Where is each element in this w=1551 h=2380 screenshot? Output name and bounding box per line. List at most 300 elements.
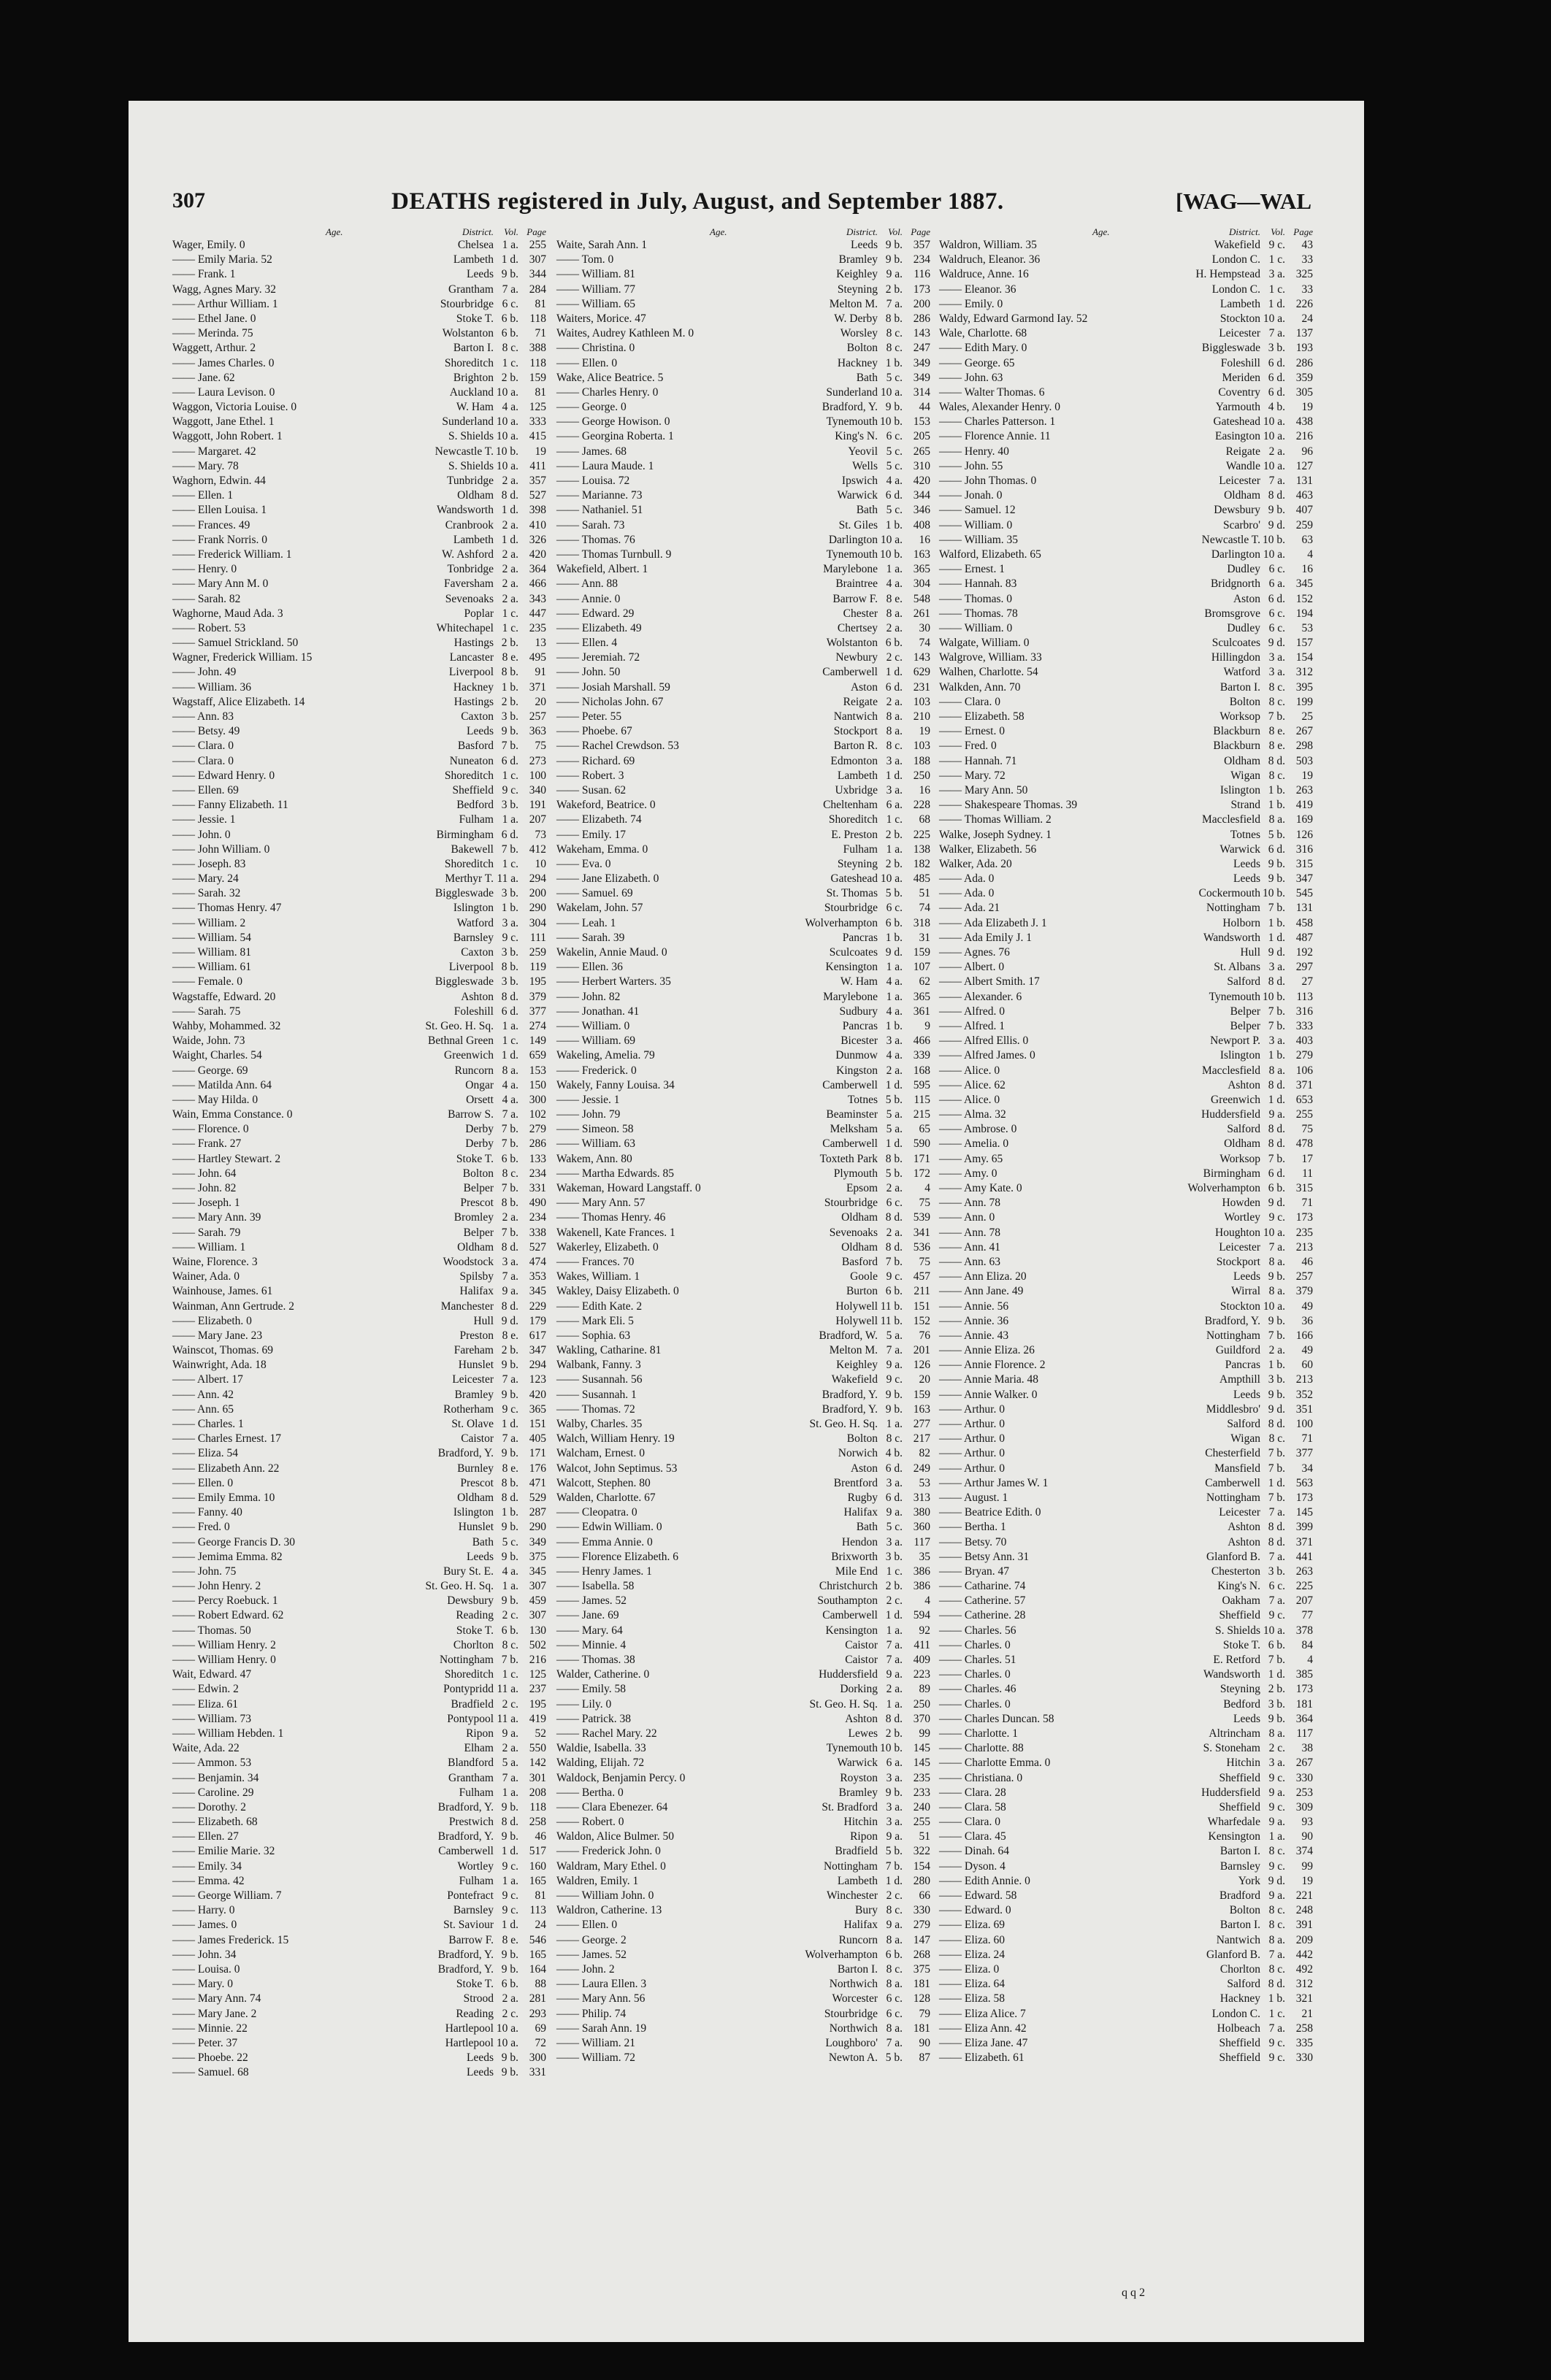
entry-volume: 10 a. [1263, 459, 1285, 472]
entry-district: Wigan [1230, 1432, 1260, 1446]
register-entry [556, 1756, 930, 1770]
entry-district: Totnes [1230, 828, 1260, 841]
entry-volume: 5 b. [885, 1093, 903, 1106]
register-entry [172, 592, 546, 607]
register-entry [556, 326, 930, 341]
entry-name: Wakes, William. 1 [556, 1270, 640, 1283]
entry-district: Winchester [827, 1889, 878, 1902]
register-entry [556, 1948, 930, 1962]
entry-page: 459 [529, 1594, 546, 1608]
entry-name: Walby, Charles. 35 [556, 1418, 643, 1430]
entry-district: Bramley [454, 1388, 494, 1401]
entry-page: 253 [1295, 1786, 1313, 1799]
entry-district: Merthyr T. [445, 872, 494, 886]
register-entry [939, 636, 1313, 650]
entry-page: 111 [529, 931, 546, 944]
entry-district: Bradfield [835, 1845, 878, 1858]
entry-name: —— Ellen. 27 [172, 1830, 239, 1843]
entry-name: —— Eliza. 54 [172, 1447, 238, 1460]
entry-volume: 5 c. [502, 1535, 518, 1548]
entry-page: 51 [919, 1830, 930, 1843]
entry-district: Bury St. E. [443, 1565, 494, 1578]
entry-district: Hendon [841, 1535, 878, 1548]
register-entry [556, 931, 930, 945]
entry-volume: 1 d. [885, 1874, 903, 1887]
entry-name: Walker, Ada. 20 [939, 857, 1012, 870]
entry-page: 375 [529, 1550, 546, 1563]
entry-name: —— James. 52 [556, 1594, 627, 1608]
entry-page: 113 [1296, 990, 1313, 1003]
entry-district: Bedford [1223, 1697, 1260, 1711]
entry-volume: 4 a. [502, 1565, 518, 1578]
register-entry [556, 1697, 930, 1712]
entry-name: Wakely, Fanny Louisa. 34 [556, 1078, 675, 1091]
register-entry [556, 1800, 930, 1815]
register-entry [172, 341, 546, 356]
entry-district: Bradford, Y. [437, 1830, 494, 1843]
entry-page: 365 [913, 990, 930, 1003]
register-entry [939, 356, 1313, 371]
entry-volume: 9 b. [885, 1402, 903, 1416]
entry-district: Cockermouth [1198, 887, 1260, 900]
entry-district: Worksop [1219, 1152, 1260, 1165]
entry-page: 330 [1295, 2051, 1313, 2065]
register-entry [556, 828, 930, 842]
entry-district: Shoreditch [444, 769, 494, 782]
entry-volume: 2 a. [502, 577, 518, 591]
entry-page: 43 [1301, 239, 1313, 251]
entry-volume: 8 a. [886, 607, 903, 620]
entry-page: 138 [913, 842, 930, 856]
register-entry [939, 2036, 1313, 2051]
entry-volume: 8 a. [1268, 1255, 1285, 1268]
entry-name: —— William Henry. 2 [172, 1638, 276, 1651]
entry-volume: 6 b. [885, 637, 903, 650]
entry-district: Middlesbro' [1206, 1402, 1260, 1416]
entry-page: 471 [529, 1476, 546, 1489]
entry-district: Bolton [462, 1167, 494, 1180]
entry-name: —— Albert. 0 [939, 961, 1005, 974]
entry-volume: 1 a. [502, 239, 518, 251]
entry-page: 143 [913, 651, 930, 664]
entry-name: Wainman, Ann Gertrude. 2 [172, 1300, 295, 1313]
register-entry [556, 1476, 930, 1491]
entry-volume: 2 a. [502, 1211, 518, 1224]
entry-district: Sevenoaks [829, 1226, 878, 1239]
register-entry [939, 1491, 1313, 1505]
register-entry [172, 1682, 546, 1697]
entry-volume: 7 b. [1268, 1329, 1285, 1342]
entry-district: Ashton [1228, 1521, 1260, 1534]
register-entry [939, 931, 1313, 945]
entry-volume: 9 b. [1268, 1712, 1285, 1725]
register-entry [556, 2051, 930, 2065]
entry-volume: 8 c. [502, 1638, 518, 1651]
register-entry [939, 1270, 1313, 1284]
register-entry [172, 975, 546, 989]
register-entry [556, 769, 930, 783]
entry-volume: 9 c. [502, 783, 518, 796]
entry-page: 545 [1295, 887, 1313, 900]
entry-volume: 8 c. [502, 1167, 518, 1180]
entry-volume: 10 a. [880, 385, 903, 399]
entry-district: Sheffield [1219, 2036, 1260, 2049]
entry-page: 66 [919, 1889, 930, 1902]
entry-name: —— Joseph. 1 [172, 1197, 240, 1210]
entry-page: 247 [913, 342, 930, 355]
entry-name: Waldron, William. 35 [939, 239, 1037, 251]
entry-district: Salford [1227, 1978, 1260, 1991]
entry-district: Lambeth [1219, 297, 1260, 310]
entry-volume: 8 c. [1268, 769, 1285, 782]
register-entry [556, 2007, 930, 2022]
register-entry [172, 960, 546, 975]
register-entry [172, 503, 546, 518]
entry-page: 595 [913, 1078, 930, 1091]
entry-district: Stoke T. [456, 1624, 494, 1637]
register-entry [939, 1417, 1313, 1432]
entry-volume: 9 b. [1268, 1314, 1285, 1327]
column-header-district: District. [846, 226, 878, 237]
register-entry [172, 916, 546, 931]
entry-district: Gateshead [830, 872, 878, 886]
entry-district: Whitechapel [436, 621, 494, 634]
entry-volume: 2 c. [886, 651, 903, 664]
register-entry [556, 267, 930, 282]
entry-volume: 10 b. [880, 415, 903, 429]
entry-name: —— Thomas. 78 [939, 607, 1018, 620]
entry-volume: 9 b. [501, 1388, 518, 1401]
entry-volume: 5 b. [1268, 828, 1285, 841]
register-entry [939, 842, 1313, 857]
entry-volume: 1 a. [886, 1624, 903, 1637]
entry-volume: 1 d. [1268, 1476, 1285, 1489]
register-entry [172, 1608, 546, 1623]
entry-name: —— Catharine. 74 [939, 1580, 1026, 1593]
entry-page: 438 [1295, 415, 1313, 429]
entry-volume: 8 c. [1268, 1962, 1285, 1976]
entry-volume: 5 c. [886, 445, 903, 458]
entry-name: —— Tom. 0 [556, 253, 614, 266]
entry-district: Worsley [840, 327, 878, 340]
register-entry [939, 1255, 1313, 1270]
entry-page: 72 [535, 2036, 546, 2049]
entry-volume: 1 a. [502, 1874, 518, 1887]
entry-district: Belper [1230, 1005, 1260, 1018]
entry-name: —— Frances. 49 [172, 518, 250, 531]
entry-name: —— Fred. 0 [939, 740, 997, 753]
entry-page: 420 [529, 548, 546, 561]
entry-page: 263 [1295, 1565, 1313, 1578]
entry-name: —— Amelia. 0 [939, 1137, 1009, 1151]
entry-page: 90 [1301, 1830, 1313, 1843]
entry-district: Hastings [453, 695, 494, 708]
entry-page: 126 [913, 1359, 930, 1372]
entry-name: —— Sophia. 63 [556, 1329, 631, 1342]
entry-volume: 2 a. [886, 695, 903, 708]
register-entry [939, 1579, 1313, 1594]
entry-volume: 8 e. [502, 1933, 518, 1946]
entry-page: 318 [913, 916, 930, 929]
entry-name: —— William Hebden. 1 [172, 1727, 284, 1740]
entry-district: Biggleswade [1201, 342, 1260, 355]
register-entry [939, 798, 1313, 813]
entry-district: Northwich [829, 1978, 878, 1991]
entry-page: 164 [529, 1962, 546, 1976]
entry-district: Nottingham [1206, 1491, 1260, 1504]
entry-volume: 8 c. [1268, 1919, 1285, 1932]
entry-volume: 11 b. [880, 1314, 903, 1327]
entry-name: —— Catherine. 57 [939, 1594, 1026, 1608]
entry-page: 410 [529, 518, 546, 531]
entry-page: 281 [529, 1992, 546, 2005]
register-page [129, 101, 1364, 2342]
entry-page: 116 [914, 268, 930, 281]
entry-volume: 7 a. [1268, 1506, 1285, 1519]
entry-name: —— Mary Ann. 57 [556, 1197, 646, 1210]
entry-volume: 9 c. [1268, 239, 1285, 251]
register-entry [939, 769, 1313, 783]
entry-volume: 6 b. [885, 916, 903, 929]
register-entry [172, 2022, 546, 2036]
entry-name: —— Edith Mary. 0 [939, 342, 1027, 355]
entry-name: Waghorne, Maud Ada. 3 [172, 607, 283, 620]
entry-name: —— Charles Duncan. 58 [939, 1712, 1054, 1725]
entry-volume: 6 b. [885, 1948, 903, 1961]
entry-district: St. Albans [1214, 961, 1260, 974]
register-entry [172, 371, 546, 385]
entry-district: Leicester [1219, 327, 1260, 340]
entry-page: 30 [919, 621, 930, 634]
entry-page: 395 [1295, 680, 1313, 694]
entry-page: 151 [529, 1418, 546, 1430]
entry-page: 364 [529, 563, 546, 576]
register-entry [172, 1741, 546, 1756]
entry-district: Orsett [466, 1093, 494, 1106]
register-entry [939, 1889, 1313, 1903]
register-entry [172, 990, 546, 1005]
register-entry [172, 2036, 546, 2051]
entry-page: 73 [535, 828, 546, 841]
entry-page: 207 [1295, 1594, 1313, 1608]
entry-name: —— Charles. 0 [939, 1668, 1011, 1681]
register-entry [172, 267, 546, 282]
entry-volume: 3 a. [886, 1816, 903, 1829]
entry-page: 250 [913, 1697, 930, 1711]
entry-district: Prescot [460, 1476, 494, 1489]
entry-page: 145 [913, 1757, 930, 1770]
entry-page: 193 [1295, 342, 1313, 355]
entry-name: —— Susannah. 1 [556, 1388, 637, 1401]
entry-volume: 9 b. [885, 1388, 903, 1401]
entry-district: Islington [1219, 1049, 1260, 1062]
entry-volume: 9 d. [1268, 1197, 1285, 1210]
register-entry [939, 577, 1313, 591]
entry-district: Bolton [1229, 695, 1260, 708]
entry-page: 315 [1295, 1182, 1313, 1194]
register-entry [172, 828, 546, 842]
entry-district: Oldham [1224, 489, 1260, 502]
entry-district: Hunslet [458, 1359, 494, 1372]
register-entry [939, 739, 1313, 753]
entry-volume: 9 c. [1268, 2036, 1285, 2049]
register-entry [939, 518, 1313, 533]
entry-name: Wakley, Daisy Elizabeth. 0 [556, 1285, 679, 1298]
entry-page: 370 [913, 1712, 930, 1725]
register-entry [172, 1064, 546, 1078]
entry-page: 352 [1295, 1388, 1313, 1401]
entry-page: 217 [913, 1432, 930, 1446]
register-entry [172, 769, 546, 783]
entry-page: 93 [1301, 1816, 1313, 1829]
entry-volume: 7 b. [501, 740, 518, 753]
entry-page: 257 [529, 710, 546, 723]
register-entry [172, 283, 546, 297]
register-entry [556, 1270, 930, 1284]
entry-page: 293 [529, 2007, 546, 2020]
entry-name: —— Fanny. 40 [172, 1506, 242, 1519]
entry-district: Chelsea [457, 239, 494, 251]
register-entry [939, 1078, 1313, 1093]
entry-page: 20 [919, 1373, 930, 1386]
entry-page: 345 [1295, 577, 1313, 591]
entry-district: Nottingham [1206, 1329, 1260, 1342]
entry-district: Macclesfield [1201, 813, 1260, 826]
entry-page: 36 [1301, 1314, 1313, 1327]
entry-name: —— Marianne. 73 [556, 489, 643, 502]
entry-volume: 10 a. [1263, 548, 1285, 561]
entry-name: Waldruch, Eleanor. 36 [939, 253, 1041, 266]
register-entry [172, 783, 546, 798]
entry-district: Norwich [838, 1447, 878, 1460]
entry-name: Waldon, Alice Bulmer. 50 [556, 1830, 675, 1843]
entry-volume: 7 b. [501, 1182, 518, 1194]
register-entry [939, 238, 1313, 253]
entry-volume: 5 a. [886, 1123, 903, 1136]
entry-name: —— William John. 0 [556, 1889, 654, 1902]
register-entry [939, 1859, 1313, 1874]
register-entry [172, 1948, 546, 1962]
entry-district: Barnsley [453, 1904, 494, 1917]
entry-volume: 8 a. [886, 725, 903, 738]
entry-district: Brixworth [831, 1550, 878, 1563]
entry-volume: 8 c. [886, 327, 903, 340]
register-entry [939, 1196, 1313, 1210]
entry-volume: 4 a. [502, 1078, 518, 1091]
entry-page: 199 [1295, 695, 1313, 708]
entry-page: 92 [919, 1624, 930, 1637]
entry-name: —— Clara. 0 [939, 1816, 1000, 1829]
entry-page: 210 [913, 710, 930, 723]
entry-name: —— Robert. 53 [172, 621, 246, 634]
register-entry [172, 385, 546, 400]
register-entry [939, 621, 1313, 636]
register-entry [939, 385, 1313, 400]
entry-district: St. Geo. H. Sq. [425, 1580, 494, 1593]
register-entry [939, 1638, 1313, 1653]
entry-name: —— Beatrice Edith. 0 [939, 1506, 1041, 1519]
entry-district: Holborn [1222, 916, 1260, 929]
entry-name: —— John Henry. 2 [172, 1580, 261, 1593]
entry-district: Bromsgrove [1204, 607, 1260, 620]
register-entry [556, 695, 930, 710]
entry-district: Holbeach [1217, 2022, 1260, 2035]
entry-name: —— Eliza. 64 [939, 1978, 1005, 1991]
entry-volume: 10 a. [496, 385, 518, 399]
register-entry [172, 1270, 546, 1284]
entry-page: 153 [913, 415, 930, 429]
entry-page: 65 [919, 1123, 930, 1136]
column-header-age: Age. [710, 226, 727, 237]
entry-volume: 1 a. [886, 990, 903, 1003]
entry-name: —— Patrick. 38 [556, 1712, 632, 1725]
entry-volume: 2 a. [502, 563, 518, 576]
register-entry [939, 1284, 1313, 1299]
entry-name: —— Jemima Emma. 82 [172, 1550, 283, 1563]
entry-page: 142 [529, 1757, 546, 1770]
register-entry [939, 1682, 1313, 1697]
register-entry [556, 1594, 930, 1608]
entry-volume: 3 a. [1268, 1757, 1285, 1770]
entry-district: Reigate [843, 695, 878, 708]
entry-district: Stockport [1216, 1255, 1260, 1268]
entry-name: —— John. 0 [172, 828, 231, 841]
entry-page: 46 [535, 1830, 546, 1843]
entry-page: 16 [919, 783, 930, 796]
entry-name: —— Clara Ebenezer. 64 [556, 1800, 668, 1813]
entry-page: 361 [913, 1005, 930, 1018]
entry-name: —— Louisa. 0 [172, 1962, 240, 1976]
entry-volume: 2 a. [886, 1683, 903, 1696]
entry-volume: 2 a. [502, 548, 518, 561]
entry-volume: 2 a. [502, 1992, 518, 2005]
entry-volume: 2 b. [501, 637, 518, 650]
entry-name: —— Jonathan. 41 [556, 1005, 640, 1018]
entry-name: —— Emilie Marie. 32 [172, 1845, 275, 1858]
entry-volume: 2 a. [502, 518, 518, 531]
entry-district: Barrow F. [448, 1933, 494, 1946]
entry-page: 89 [919, 1683, 930, 1696]
register-entry [939, 562, 1313, 577]
entry-district: Wolverhampton [805, 1948, 878, 1961]
entry-district: Fulham [843, 842, 878, 856]
entry-district: Hitchin [843, 1816, 878, 1829]
entry-page: 126 [1295, 828, 1313, 841]
entry-name: —— Ann Eliza. 20 [939, 1270, 1027, 1283]
entry-page: 223 [913, 1668, 930, 1681]
entry-name: —— Ann. 83 [172, 710, 234, 723]
entry-name: Walcham, Ernest. 0 [556, 1447, 645, 1460]
entry-volume: 8 d. [885, 1211, 903, 1224]
register-entry [172, 1358, 546, 1373]
entry-name: —— James. 0 [172, 1919, 237, 1932]
entry-district: Newbury [835, 651, 878, 664]
entry-page: 143 [913, 327, 930, 340]
entry-name: Wakerley, Elizabeth. 0 [556, 1240, 659, 1254]
entry-district: Hull [473, 1314, 494, 1327]
entry-page: 659 [529, 1049, 546, 1062]
register-entry [939, 1550, 1313, 1565]
entry-district: Warwick [1219, 842, 1260, 856]
entry-name: —— Dorothy. 2 [172, 1800, 247, 1813]
entry-page: 290 [529, 1521, 546, 1534]
entry-district: W. Ham [456, 401, 494, 414]
entry-page: 371 [1295, 1535, 1313, 1548]
entry-district: Plymouth [833, 1167, 878, 1180]
entry-page: 304 [529, 916, 546, 929]
register-entry [172, 2065, 546, 2080]
entry-volume: 10 a. [1263, 415, 1285, 429]
